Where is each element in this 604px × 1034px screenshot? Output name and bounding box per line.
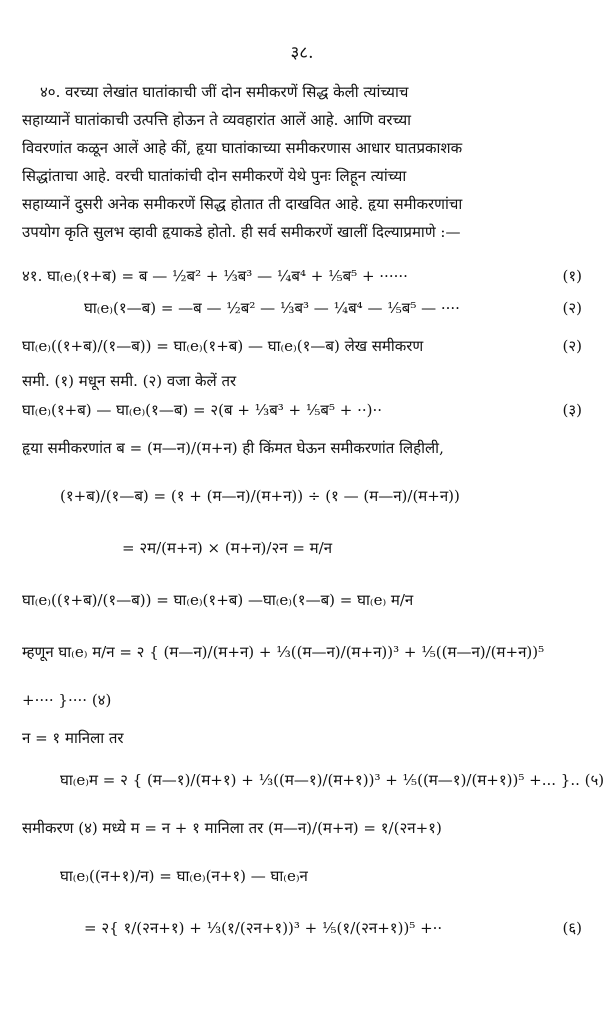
equation-text: (१+ब)/(१—ब) = (१ + (म—न)/(म+न)) ÷ (१ — (म—न)/(म+न)) bbox=[60, 487, 460, 505]
equation-text: +···· }···· bbox=[22, 691, 88, 709]
equation-line bbox=[22, 260, 582, 292]
equation-text: म्हणून घा₍e₎ म/न = २ { (म—न)/(म+न) + ⅓((म—न)/(म+न))³ + ⅕((म—न)/(म+न))⁵ bbox=[22, 643, 545, 661]
equation-text: घा₍e₎(१+ब) — घा₍e₎(१—ब) = २(ब + ⅓ब³ + ⅕ब⁵ + ··)·· bbox=[22, 401, 383, 419]
equation-tag: (३) bbox=[562, 401, 582, 419]
paragraph-line: सिद्धांताचा आहे. वरची घातांकांची दोन समीकरणें येथे पुनः लिहून त्यांच्या bbox=[22, 167, 407, 185]
page-number: ३८. bbox=[290, 43, 314, 63]
equation-text: घा₍e₎((१+ब)/(१—ब)) = घा₍e₎(१+ब) —घा₍e₎(१—ब) = घा₍e₎ म/न bbox=[22, 591, 414, 609]
equation-tag: (६) bbox=[562, 919, 582, 937]
paragraph-line: विवरणांत कळून आलें आहे कीं, हृया घातांकाच्या समीकरणास आधार घातप्रकाशक bbox=[22, 139, 463, 157]
equation-tag: (२) bbox=[562, 299, 582, 317]
equation-text: ४१. घा₍e₎(१+ब) = ब — ½ब² + ⅓ब³ — ¼ब⁴ + ⅕ब⁵ + ······ bbox=[22, 267, 408, 285]
equation-line bbox=[22, 394, 582, 426]
equation-line bbox=[22, 522, 582, 574]
line-text: हृया समीकरणांत ब = (म—न)/(म+न) ही किंमत घेऊन समीकरणांत लिहीली, bbox=[22, 439, 444, 457]
paragraph-line: उपयोग कृति सुलभ व्हावी हृयाकडे होतो. ही सर्व समीकरणें खालीं दिल्याप्रमाणे :— bbox=[22, 223, 461, 241]
equation-tag: (१) bbox=[562, 267, 582, 285]
equation-line bbox=[22, 754, 604, 806]
equation-line bbox=[22, 626, 582, 678]
equation-line bbox=[22, 470, 582, 522]
equation-line bbox=[22, 678, 582, 722]
paragraph-line: सहाय्यानें घातांकाची उत्पत्ति होऊन ते व्यवहारांत आलें आहे. आणि वरच्या bbox=[22, 111, 412, 129]
equation-text: घा₍e₎(१—ब) = —ब — ½ब² — ⅓ब³ — ¼ब⁴ — ⅕ब⁵ — ···· bbox=[84, 299, 460, 317]
paragraph-line: सहाय्यानें दुसरी अनेक समीकरणें सिद्ध होतात ती दाखवित आहे. हृया समीकरणांचा bbox=[22, 195, 463, 213]
equation-line bbox=[22, 850, 582, 902]
equation-tag: (४) bbox=[91, 691, 112, 709]
equation-text: घा₍e₎म = २ { (म—१)/(म+१) + ⅓((म—१)/(म+१))³ + ⅕((म—१)/(म+१))⁵ +... }.. bbox=[60, 771, 580, 789]
equation-line bbox=[22, 292, 582, 324]
text-line bbox=[22, 806, 582, 850]
line-text: न = १ मानिला तर bbox=[22, 729, 124, 747]
equation-tag: (५) bbox=[584, 771, 604, 789]
equation-line bbox=[22, 902, 582, 954]
paragraph-40 bbox=[22, 78, 582, 246]
equation-text: = २म/(म+न) × (म+न)/२न = म/न bbox=[122, 539, 333, 557]
line-text: समीकरण (४) मध्ये म = न + १ मानिला तर (म—न)/(म+न) = १/(२न+१) bbox=[22, 819, 442, 837]
equation-line bbox=[22, 324, 582, 368]
text-line bbox=[22, 426, 582, 470]
equation-text: घा₍e₎((न+१)/न) = घा₍e₎(न+१) — घा₍e₎न bbox=[60, 867, 308, 885]
equation-line bbox=[22, 574, 582, 626]
text-line bbox=[22, 722, 582, 754]
text-line bbox=[22, 368, 582, 394]
line-text: समी. (१) मधून समी. (२) वजा केलें तर bbox=[22, 372, 237, 390]
equation-tag: (२) bbox=[562, 337, 582, 355]
equation-text: = २{ १/(२न+१) + ⅓(१/(२न+१))³ + ⅕(१/(२न+१))⁵ +·· bbox=[84, 919, 443, 937]
paragraph-line: ४०. वरच्या लेखांत घातांकाची जीं दोन समीकरणें सिद्ध केली त्यांच्याच bbox=[40, 83, 409, 101]
equation-text: घा₍e₎((१+ब)/(१—ब)) = घा₍e₎(१+ब) — घा₍e₎(१—ब) लेख समीकरण bbox=[22, 337, 424, 355]
